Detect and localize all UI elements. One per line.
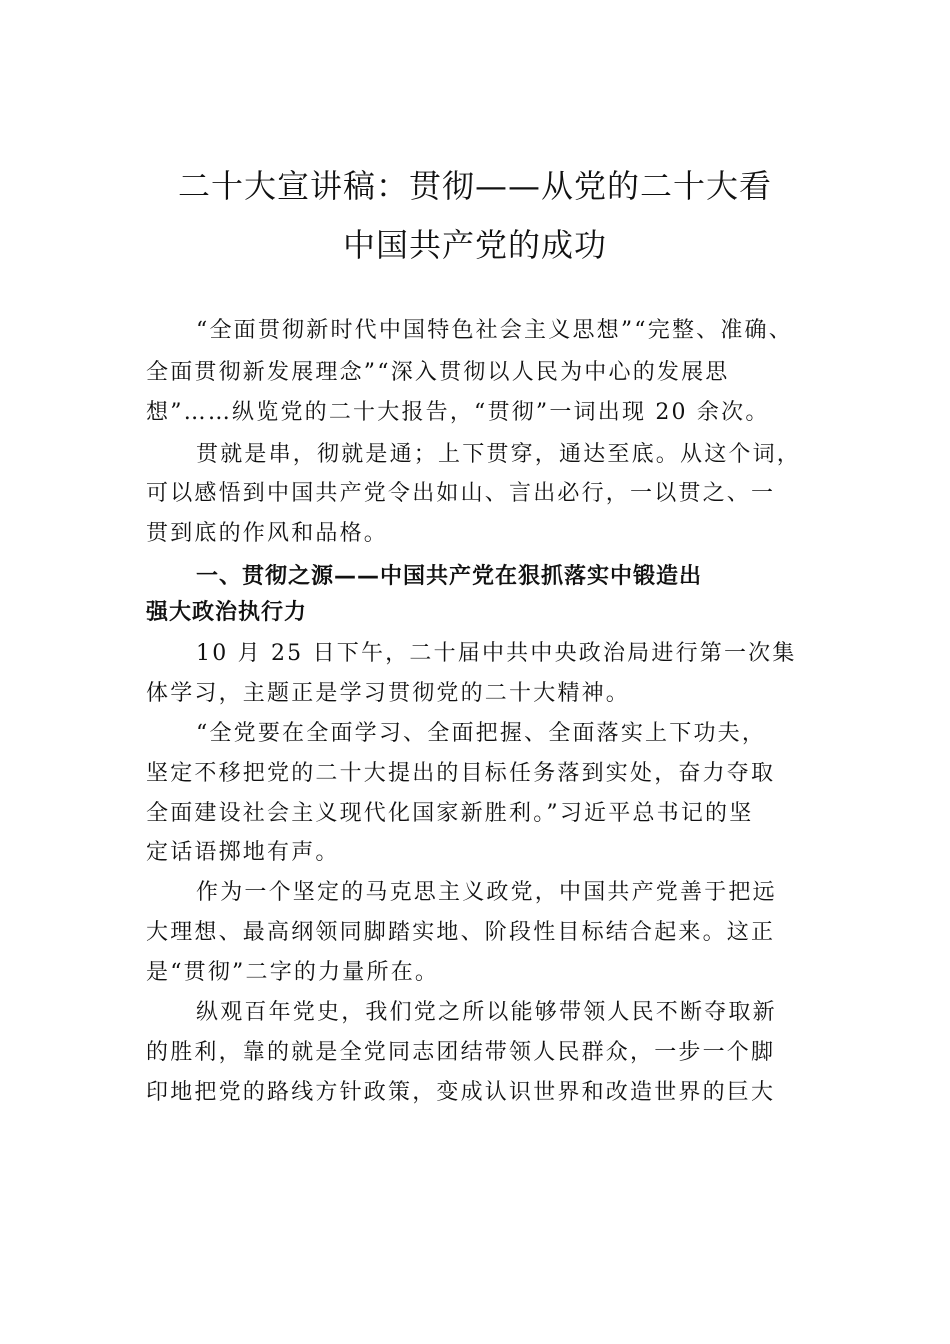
text-line: 坚定不移把党的二十大提出的目标任务落到实处，奋力夺取 [146, 761, 776, 786]
text-line: 全面贯彻新发展理念”“深入贯彻以人民为中心的发展思 [146, 360, 730, 385]
text-line: “全面贯彻新时代中国特色社会主义思想”“完整、准确、 [196, 318, 793, 343]
text-line: 贯到底的作风和品格。 [146, 521, 389, 546]
text-line: 是“贯彻”二字的力量所在。 [146, 960, 440, 985]
section-heading-line-2: 强大政治执行力 [146, 600, 308, 625]
text-line: 大理想、最高纲领同脚踏实地、阶段性目标结合起来。这正 [146, 920, 776, 945]
text-line: 可以感悟到中国共产党令出如山、言出必行，一以贯之、一 [146, 481, 776, 506]
text-line: 10 月 25 日下午，二十届中共中央政治局进行第一次集 [196, 641, 797, 666]
text-line: 的胜利，靠的就是全党同志团结带领人民群众，一步一个脚 [146, 1040, 776, 1065]
text-line: 贯就是串，彻就是通；上下贯穿，通达至底。从这个词， [196, 442, 802, 467]
text-line: 全面建设社会主义现代化国家新胜利。”习近平总书记的坚 [146, 801, 754, 826]
text-line: 想”……纵览党的二十大报告，“贯彻”一词出现 20 余次。 [146, 400, 770, 425]
document-title-line-2: 中国共产党的成功 [342, 226, 607, 264]
document-title-line-1: 二十大宣讲稿：贯彻——从党的二十大看 [177, 167, 772, 205]
text-line: 作为一个坚定的马克思主义政党，中国共产党善于把远 [196, 880, 777, 905]
text-line: “全党要在全面学习、全面把握、全面落实上下功夫， [196, 721, 767, 746]
text-line: 纵观百年党史，我们党之所以能够带领人民不断夺取新 [196, 1000, 777, 1025]
text-line: 定话语掷地有声。 [146, 840, 340, 865]
text-line: 体学习，主题正是学习贯彻党的二十大精神。 [146, 681, 631, 706]
section-heading-line-1: 一、贯彻之源——中国共产党在狠抓落实中锻造出 [196, 564, 703, 589]
text-line: 印地把党的路线方针政策，变成认识世界和改造世界的巨大 [146, 1080, 776, 1105]
